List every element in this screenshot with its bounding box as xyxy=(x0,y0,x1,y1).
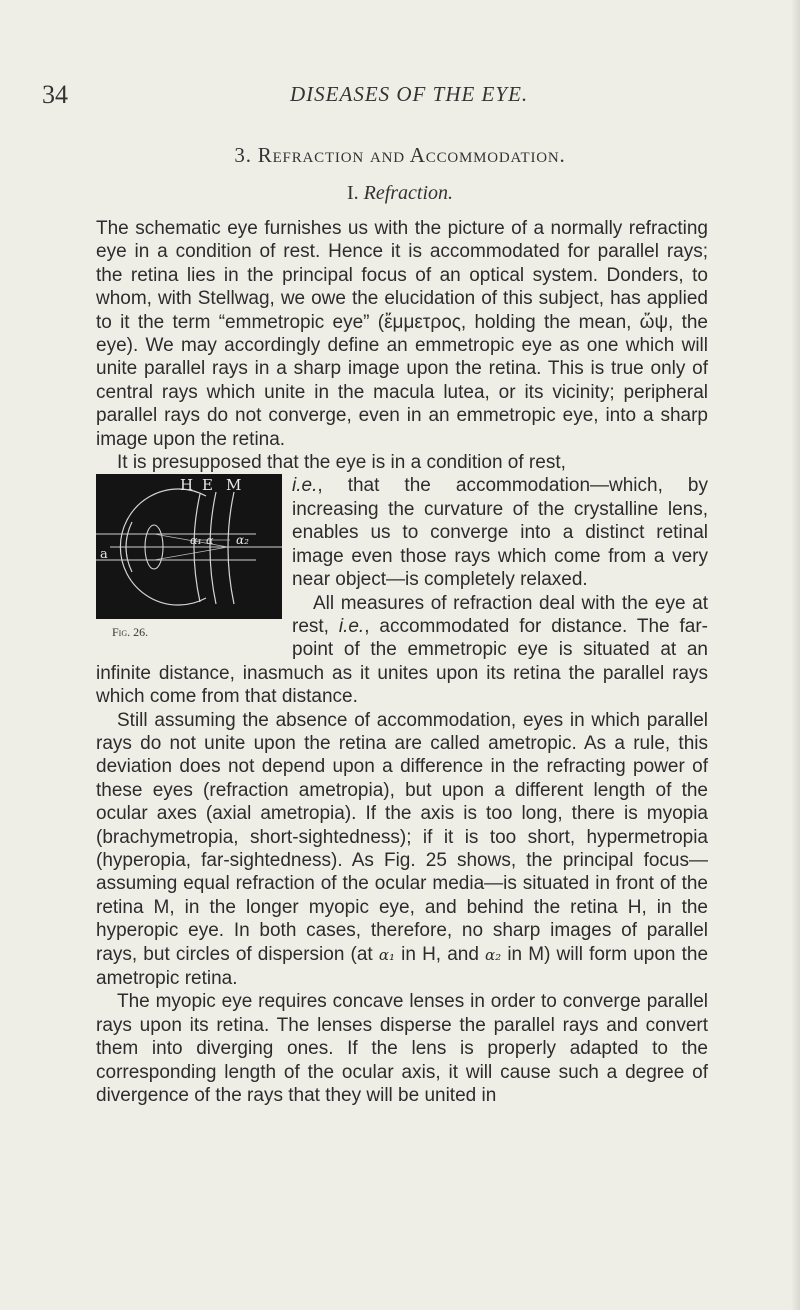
figure-caption: Fig. 26. xyxy=(112,625,149,640)
page-edge-shadow xyxy=(791,0,800,1310)
label-a: a xyxy=(100,547,108,563)
paragraph-1-text: The schematic eye furnishes us with the picture of a normally refracting eye in a condition of rest. Hence it is accommodated for parallel rays; the retina lies in the principal focus of an optical system. Donders, to whom, with Stellwag, we owe the elucidation of this subject, has applied to it the term “emmetropic eye” (ἔμμετρος, holding the mean, ὤψ, the eye). We may accordingly define an emmetropic eye as one which will unite parallel rays in a sharp image upon the retina. This is true only of central rays which unite in the macula lutea, or its vicinity; peripheral parallel rays do not converge, even in an emmetropic eye, into a sharp image upon the retina. xyxy=(96,218,708,450)
label-h: H xyxy=(180,476,194,495)
section-title: 3. Refraction and Accommodation. xyxy=(234,143,566,167)
page-number: 34 xyxy=(42,80,68,109)
p4-alpha2: α₂ xyxy=(485,945,502,964)
label-alpha2: α₂ xyxy=(236,533,249,548)
eye-diagram xyxy=(96,474,282,624)
figure-26 xyxy=(96,474,282,648)
p4-b: in H, and xyxy=(395,943,486,965)
p4-alpha1: α₁ xyxy=(378,945,396,964)
label-e: E xyxy=(202,476,213,495)
p2-b: , that the accommodation—which, by increasing the curvature of the crystalline lens, enables us to converge into a distinct retinal image even those rays which come from a very near object—is completely relaxed. xyxy=(292,475,708,591)
p3-a: All measures of refraction deal with the eye at rest, xyxy=(292,592,708,637)
p4-a: Still assuming the absence of accommodation, eyes in which parallel rays do not unite upon the retina are called ametropic. As a rule, this deviation does not depend upon a difference in the refracting power of these eyes (refraction ametropia), but upon a different length of the ocular axes (axial ametropia). If the axis is too long, there is myopia (brachymetropia, short-sightedness); if it is too short, hypermetropia (hyperopia, far-sightedness). As Fig. 25 shows, the principal focus—assuming equal refraction of the ocular media—is situated in front of the retina M, in the longer myopic eye, and behind the retina H, in the hyperopic eye. In both cases, therefore, no sharp images of parallel rays, but circles of dispersion (at xyxy=(96,709,708,965)
subsection-title xyxy=(0,182,800,205)
p2-ie: i.e. xyxy=(292,475,318,497)
body-text xyxy=(96,217,708,1107)
label-alpha1: α₁ xyxy=(190,534,202,548)
p2-a: It is presupposed that the eye is in a condition of rest, xyxy=(117,452,566,474)
label-alpha: α xyxy=(206,534,214,548)
paragraph-4 xyxy=(96,709,708,991)
subsection-number: I. xyxy=(346,182,359,204)
label-m: M xyxy=(226,476,242,495)
paragraph-5 xyxy=(96,990,708,1107)
p4-c: in M) will form upon the ametropic retina. xyxy=(96,943,709,989)
p5-text: The myopic eye requires concave lenses in order to converge parallel rays upon its retina. The lenses disperse the parallel rays and convert them into diverging ones. If the lens is properly adapted to the corresponding length of the ocular axis, it will cause such a degree of divergence of the rays that they will be united in xyxy=(96,991,708,1107)
paragraph-1 xyxy=(96,217,708,451)
subsection-title-text: Refraction. xyxy=(363,182,454,204)
p3-ie: i.e. xyxy=(338,615,365,637)
running-head: DISEASES OF THE EYE. xyxy=(290,82,529,106)
p3-b: , accommodated for distance. The far-point of the emmetropic eye is situated at an infinite distance, inasmuch as it unites upon its retina the parallel rays which come from that distance. xyxy=(96,615,708,708)
paragraph-2-intro xyxy=(96,451,708,474)
